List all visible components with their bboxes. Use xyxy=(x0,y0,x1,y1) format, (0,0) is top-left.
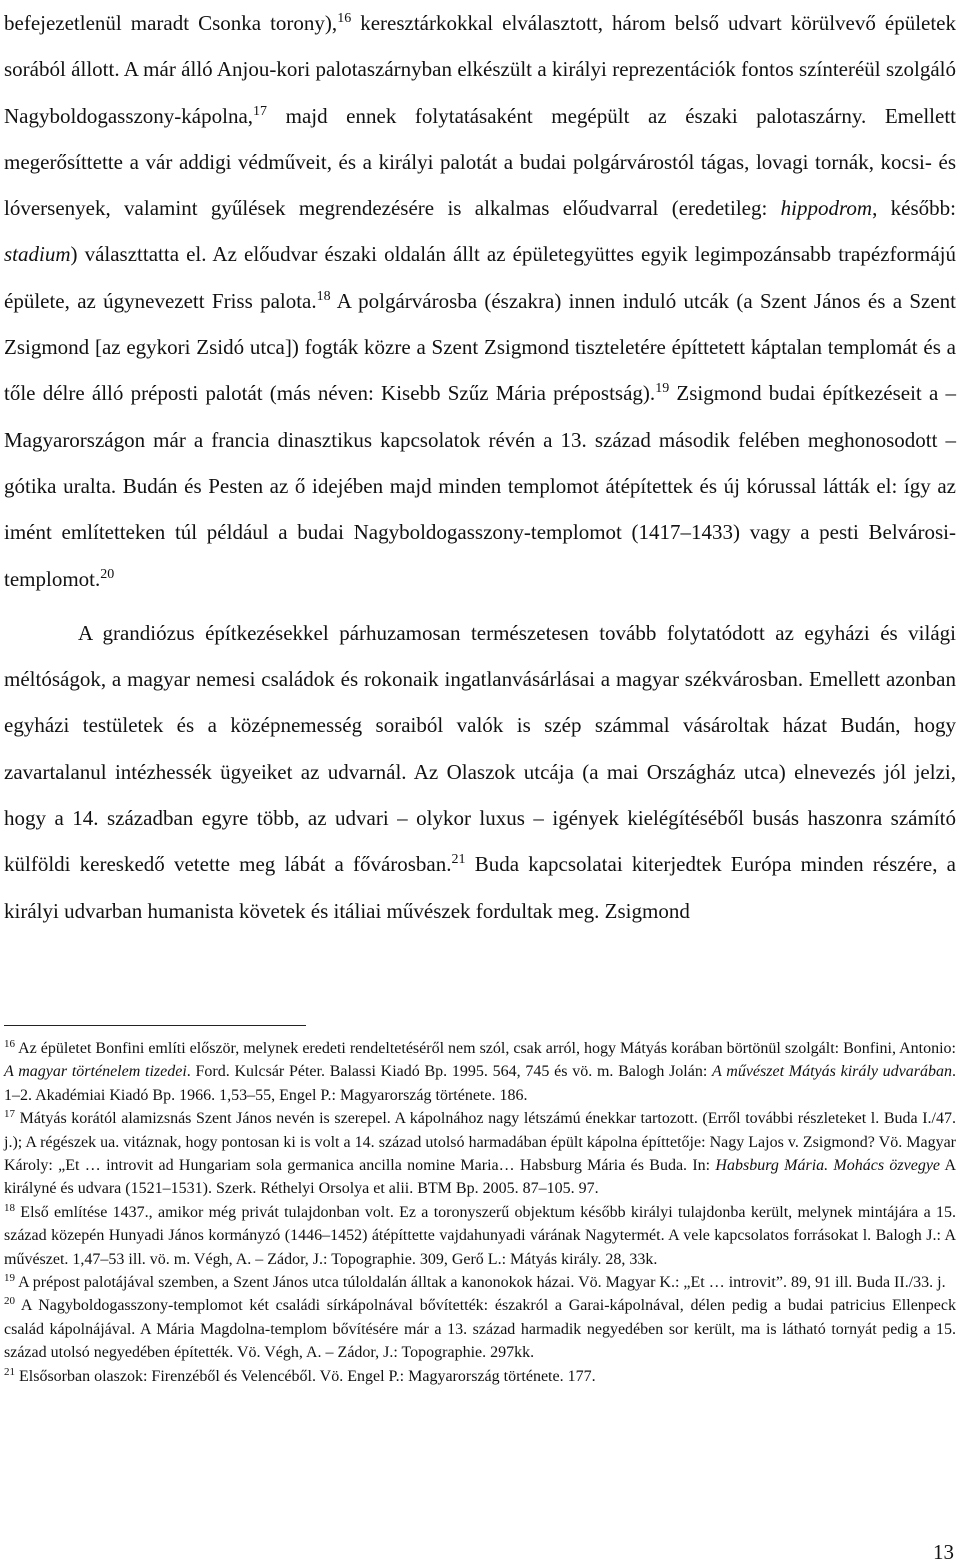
text-run: keresztárkokkal elválasztott, három belső udvart körülvevő épületek sorából állott. A már álló Anjou-kori palotaszárnyban elkészült a királyi reprezentációk fontos színteréül szolgáló Nagyboldogasszony-kápolna, xyxy=(4,11,956,128)
footnote-20 xyxy=(4,1294,956,1364)
text-run: A Nagyboldogasszony-templomot két családi sírkápolnával bővítették: északról a Garai-kápolnával, délen pedig a budai patricius Ellenpeck család kápolnájával. A Mária Magdolna-templom bővítésére már a 13. század harmadik negyedében sor került, ma is látható tornyát pedig a 15. század utolsó negyedében építették. Vö. Végh, A. – Zádor, J.: Topographie. 297kk. xyxy=(4,1297,956,1362)
text-run: Buda kapcsolatai kiterjedtek Európa minden részére, a királyi udvarban humanista követek és itáliai művészek fordultak meg. Zsigmond xyxy=(4,852,956,923)
text-run: befejezetlenül maradt Csonka torony), xyxy=(4,11,338,35)
footnote-16 xyxy=(4,1037,956,1107)
text-run: Első említése 1437., amikor még privát tulajdonban volt. Ez a toronyszerű objektum később királyi tulajdonba került, melynek mintájára a 15. század közepén Hunyadi János kormányzó (1446–1452) átépíttette vajdahunyadi várának Nagytermét. A vele kapcsolatos forrásokat l. Balogh J.: A művészet. 1,47–53 ill. vö. m. Végh, A. – Zádor, J.: Topographie. 309, Gerő L.: Mátyás király. 28, 33k. xyxy=(4,1203,956,1268)
footnote-21 xyxy=(4,1365,956,1388)
paragraph-2 xyxy=(4,610,956,934)
footnote-ref-19[interactable]: 19 xyxy=(655,381,670,397)
text-run: ) választtatta el. Az előudvar északi oldalán állt az épületegyüttes egyik legimpozánsabb trapézformájú épülete, az úgynevezett Friss palota. xyxy=(4,242,956,313)
footnote-ref-17[interactable]: 17 xyxy=(253,103,268,119)
footnote-number: 21 xyxy=(4,1365,15,1378)
italic-title: A művészet Mátyás király udvarában xyxy=(712,1063,952,1081)
italic-term: hippodrom xyxy=(780,196,873,221)
footnote-ref-18[interactable]: 18 xyxy=(316,288,331,304)
text-run: A polgárvárosba (északra) innen induló utcák (a Szent János és a Szent Zsigmond [az egykori Zsidó utca]) fogták közre a Szent Zsigmond tiszteletére építtetett káptalan templomát és a tőle délre álló préposti palotát (más néven: Kisebb Szűz Mária prépostság). xyxy=(4,288,956,406)
footnote-19 xyxy=(4,1271,956,1294)
footnote-separator xyxy=(4,1025,306,1026)
italic-title: A magyar történelem tizedei xyxy=(4,1063,187,1081)
footnote-number: 16 xyxy=(4,1038,15,1050)
text-run: , később: xyxy=(872,196,956,221)
text-run: Mátyás korától alamizsnás Szent János nevén is szerepel. A kápolnához nagy létszámú énekkar tartozott. (Erről további részleteket l. Buda I./47. j.); A régészek ua. vitáznak, hogy pontosan ki is volt a 14. század utolsó harmadában épült kápolna építtetője: Nagy Lajos v. Zsigmond? Vö. Magyar Károly: „Et … introvit ad Hungariam sola germanica ancilla nomine Maria… Habsburg Mária és Buda. In: xyxy=(4,1110,956,1175)
main-text xyxy=(4,0,956,934)
page-number: 13 xyxy=(933,1540,954,1564)
text-run: Zsigmond budai építkezéseit a – Magyarországon már a francia dinasztikus kapcsolatok révén a 13. század második felében meghonosodott – gótika uralta. Budán és Pesten az ő idejében majd minden templomot átépítettek és új kórussal látták el: így az imént említetteken túl például a budai Nagyboldogasszony-templomot (1417–1433) vagy a pesti Belvárosi-templomot. xyxy=(4,381,957,591)
italic-term: stadium xyxy=(4,242,71,267)
paragraph-1 xyxy=(4,0,956,602)
footnote-number: 17 xyxy=(4,1108,15,1121)
text-run: A királyné és udvara (1521–1531). Szerk. Réthelyi Orsolya et alii. BTM Bp. 2005. 87–105. 97. xyxy=(4,1157,957,1198)
footnote-number: 18 xyxy=(4,1201,15,1214)
footnote-number: 20 xyxy=(4,1295,15,1308)
text-run: Az épületet Bonfini említi először, melynek eredeti rendeltetéséről nem szól, csak arról, hogy Mátyás korában börtönül szolgált: Bonfini, Antonio: xyxy=(15,1040,956,1057)
footnote-number: 19 xyxy=(4,1272,15,1285)
text-run: A grandiózus építkezésekkel párhuzamosan természetesen tovább folytatódott az egyházi és világi méltóságok, a magyar nemesi családok és rokonaik ingatlanvásárlásai a magyar székvárosban. Emellett azonban egyházi testületek és a középnemesség soraiból valók is szép számmal vásároltak házat Budán, hogy zavartalanul intézhessék ügyeiket az udvarnál. Az Olaszok utcája (a mai Országház utca) elnevezés jól jelzi, hogy a 14. században egyre több, az udvari – olykor luxus – igények kielégítéséből busás haszonra számító külföldi kereskedő vetette meg lábát a fővárosban. xyxy=(4,620,956,877)
footnote-ref-16[interactable]: 16 xyxy=(337,11,352,26)
footnote-ref-20[interactable]: 20 xyxy=(100,566,115,582)
text-run: . 1–2. Akadémiai Kiadó Bp. 1966. 1,53–55, Engel P.: Magyarország története. 186. xyxy=(4,1063,956,1104)
footnote-17 xyxy=(4,1107,956,1201)
italic-title: Habsburg Mária. Mohács özvegye xyxy=(715,1157,941,1175)
text-run: . Ford. Kulcsár Péter. Balassi Kiadó Bp. 1995. 564, 745 és vö. m. Balogh Jolán: xyxy=(186,1063,713,1081)
text-run: Elsősorban olaszok: Firenzéből és Velencéből. Vö. Engel P.: Magyarország története. 177. xyxy=(15,1367,596,1385)
text-run: A prépost palotájával szemben, a Szent János utca túloldalán álltak a kanonokok házai. Vö. Magyar K.: „Et … introvit”. 89, 91 ill. Buda II./33. j. xyxy=(15,1274,946,1292)
footnote-18 xyxy=(4,1201,956,1271)
footnotes xyxy=(4,1037,956,1388)
footnote-ref-21[interactable]: 21 xyxy=(451,852,466,868)
text-run: majd ennek folytatásaként megépült az északi palotaszárny. Emellett megerősíttette a vár addigi védműveit, és a királyi palotát a budai polgárvárostól tágas, lovagi tornák, kocsi- és lóversenyek, valamint gyűlések megrendezésére is alkalmas előudvarral (eredetileg: xyxy=(4,103,956,221)
